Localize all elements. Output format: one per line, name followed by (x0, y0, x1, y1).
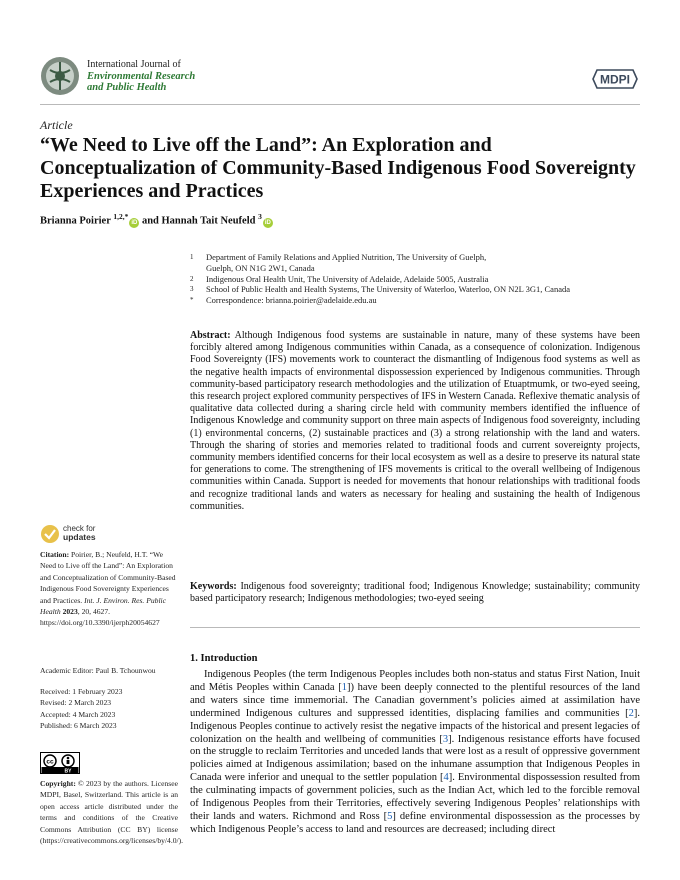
article-title: “We Need to Live off the Land”: An Exploration and Conceptualization of Community-Based Indigenous Food Sovereignty Experiences and Practices (40, 134, 636, 202)
publisher-name: MDPI (600, 72, 630, 87)
reference-link[interactable]: 5 (387, 810, 393, 822)
article-type: Article (40, 118, 73, 132)
introduction-paragraph (190, 669, 640, 837)
check-updates-label[interactable]: check for (63, 524, 96, 533)
orcid-icon[interactable]: iD (264, 219, 271, 226)
paragraph-text: ]) have been deeply connected to the plentiful resources of the land and waters since time immemorial. The Canadian government’s policies aimed at assimilation have undermined Indigenous cultures and suppressed identities, displacing families and communities [ (190, 681, 640, 719)
affiliations (190, 252, 640, 306)
paragraph-text: ]. Indigenous Peoples continue to actively resist the negative impacts of the historical and present legacies of colonization on the health and wellbeing of communities [ (190, 707, 640, 745)
correspondence-email[interactable]: Correspondence: brianna.poirier@adelaide.edu.au (206, 295, 377, 306)
paragraph-text: ] define environmental dispossession as the processes by which Indigenous People’s access to land and resources are decreased; including direct (190, 810, 640, 835)
paragraph-text: ]. Environmental dispossession resulted from the culminating impacts of government policies, such as the Indian Act, which led to the forcible removal of Indigenous Peoples from their Territories, effectively severing Indigenous Peoples’ relationships with their lands and waters. Richmond and Ross [ (190, 772, 640, 822)
reference-link[interactable]: 4 (443, 772, 449, 784)
date-revised: Revised: 2 March 2023 (40, 698, 112, 708)
keywords-label: Keywords: (190, 581, 237, 592)
reference-link[interactable]: 1 (341, 681, 347, 693)
author-list (40, 212, 273, 228)
mdpi-logo-icon (591, 68, 639, 90)
author-conjunction: and (141, 215, 159, 227)
citation-label: Citation: (40, 550, 70, 559)
abstract-label: Abstract: (190, 330, 231, 341)
citation-journal: Int. J. Environ. Res. Public Health (40, 595, 167, 617)
cc-by-label: BY (64, 768, 72, 774)
citation-text: Poirier, B.; Neufeld, H.T. “We Need to Live off the Land”: An Exploration and Conceptualization of Community-Based Indigenous Food Sovereignty Experiences and Practices. (40, 550, 176, 605)
abstract (190, 330, 640, 513)
affiliation-text: School of Public Health and Health Systems, The University of Waterloo, Waterloo, ON N2L 3G1, Canada (206, 284, 570, 295)
affiliation-text: Indigenous Oral Health Unit, The University of Adelaide, Adelaide 5005, Australia (206, 273, 489, 284)
keywords-text: Indigenous food sovereignty; traditional food; Indigenous Knowledge; sustainability; community based participatory research; Indigenous methodologies; two-eyed seeing (190, 581, 641, 605)
author-affiliation-marker: 3 (258, 212, 262, 221)
copyright-text: © 2023 by the authors. Licensee MDPI, Basel, Switzerland. This article is an open access article distributed under the terms and conditions of the Creative Commons Attribution (CC BY) license (https://creativecommons.org/licenses/by/4.0/). (40, 779, 184, 846)
journal-logo-icon (40, 56, 80, 96)
affiliation-number (190, 263, 206, 274)
journal-name-line1: Environmental Research (87, 71, 196, 82)
citation-block (40, 549, 178, 629)
author-name[interactable]: Brianna Poirier (40, 215, 111, 227)
date-received: Received: 1 February 2023 (40, 687, 123, 696)
citation-doi[interactable]: , 20, 4627. https://doi.org/10.3390/ijerph20054627 (40, 607, 160, 628)
check-updates-label-bold[interactable]: updates (63, 532, 96, 542)
citation-year: 2023 (62, 607, 78, 617)
affiliation-row (190, 284, 640, 295)
section-divider (190, 627, 640, 628)
paragraph-text: Indigenous Peoples (the term Indigenous Peoples includes both non-status and status First Nation, Inuit and Métis Peoples within Canada [ (190, 669, 640, 693)
date-accepted: Accepted: 4 March 2023 (40, 709, 116, 719)
cc-label: cc (46, 758, 54, 766)
paragraph-text: ]. Indigenous resistance efforts have focused on the struggle to reclaim Territories and unceded lands that were lost as a result of oppressive government policies aimed at Indigenous assimilation; based on the inhumane assumption that Indigenous Peoples in Canada were inferior and unequal to the settler population [ (190, 733, 640, 784)
journal-name-line2: and Public Health (87, 81, 167, 93)
keywords (190, 581, 640, 605)
check-for-updates-icon[interactable] (40, 524, 60, 544)
journal-intl-label: International Journal of (87, 59, 181, 70)
header-divider (40, 104, 640, 105)
author-name[interactable]: Hannah Tait Neufeld (161, 215, 256, 227)
reference-link[interactable]: 3 (442, 733, 449, 745)
affiliation-row (190, 274, 640, 285)
affiliation-text: Department of Family Relations and Applied Nutrition, The University of Guelph, (206, 252, 487, 262)
date-published: Published: 6 March 2023 (40, 721, 117, 731)
cc-by-license-icon[interactable] (40, 752, 80, 774)
section-heading: 1. Introduction (190, 653, 258, 664)
publication-dates (40, 686, 178, 732)
affiliation-text: Guelph, ON N1G 2W1, Canada (206, 262, 315, 273)
copyright-notice (40, 778, 184, 846)
reference-link[interactable]: 2 (628, 707, 634, 719)
orcid-icon[interactable]: iD (131, 219, 138, 226)
affiliation-number: 1 (190, 253, 194, 261)
abstract-text: Although Indigenous food systems are sustainable in nature, many of these systems have been forcibly altered among Indigenous communities within Canada, as a consequence of colonization. Indigenous Food Sovereignty (IFS) movements work to counteract the dismantling of Indigenous food systems as well as the negative health impacts of environmental dispossession experienced by Indigenous communities. Through community-based participatory research methodologies and the utilization of Etuaptmumk, or two-eyed seeing, this research project explored community perspectives of IFS in Western Canada. Reflexive thematic analysis of qualitative data collected during a sharing circle held with community members identified the influence of Indigenous Knowledge and community support on three main aspects of Indigenous food sovereignty, including (1) environmental concerns, (2) sustainable practices and (3) a strong relationship with the land and waters. Through the sharing of stories and memories related to traditional foods and current sovereignty projects, community members identified concerns for their local ecosystem as well as a desire to preserve its natural state for generations to come. The strengthening of IFS movements is critical to the overall wellbeing of Indigenous communities within Canada. Support is needed for movements that honour relationships with traditional foods and recognize traditional lands and waters as necessary for healing and sustaining the health of Indigenous communities. (190, 330, 641, 512)
affiliation-row (190, 263, 640, 274)
affiliation-number: 2 (190, 274, 194, 283)
journal-name (87, 72, 195, 93)
author-affiliation-marker: 1,2,* (113, 212, 129, 221)
affiliation-row (190, 295, 640, 306)
affiliation-number: * (190, 296, 194, 305)
copyright-label: Copyright: (40, 779, 76, 788)
affiliation-number: 3 (190, 285, 194, 294)
affiliation-row (190, 252, 640, 263)
academic-editor: Academic Editor: Paul B. Tchounwou (40, 666, 156, 675)
